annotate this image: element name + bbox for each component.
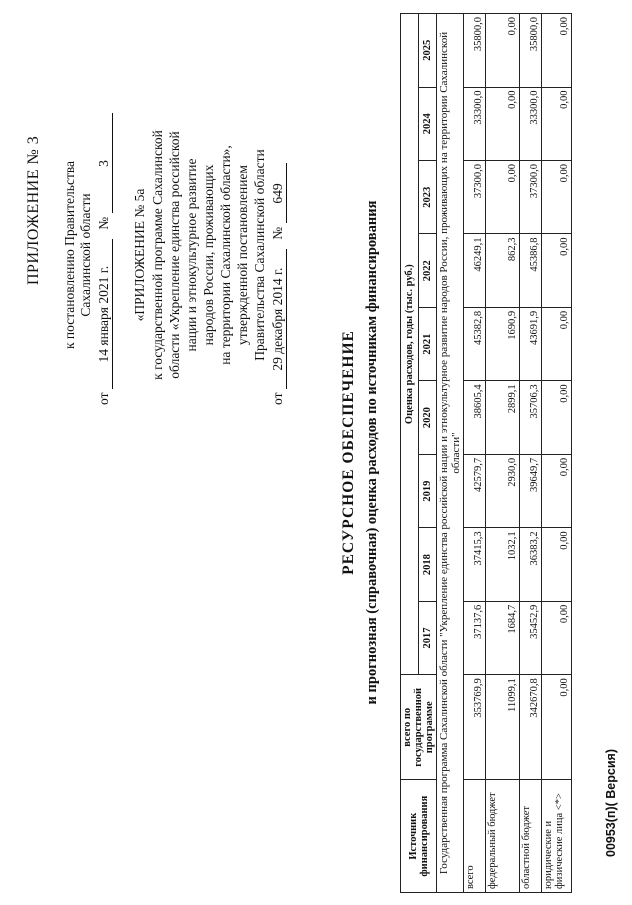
year-header: 2023	[419, 160, 437, 233]
program-line-5: на территории Сахалинской области»,	[218, 145, 233, 365]
year-header: 2024	[419, 87, 437, 160]
value-cell: 862,3	[486, 234, 520, 307]
value-cell: 0,00	[542, 160, 572, 233]
row-total: 353769,9	[464, 675, 486, 780]
value-cell: 38605,4	[464, 381, 486, 454]
value-cell: 1032,1	[486, 528, 520, 601]
year-header: 2021	[419, 307, 437, 380]
value-cell: 0,00	[542, 87, 572, 160]
value-cell: 1684,7	[486, 601, 520, 674]
table-header-row-1	[401, 14, 419, 893]
prog-from-label: от	[270, 392, 285, 405]
table-row	[542, 14, 572, 893]
row-label: федеральный бюджет	[486, 780, 520, 893]
value-cell: 42579,7	[464, 454, 486, 527]
value-cell: 0,00	[486, 87, 520, 160]
year-header: 2025	[419, 14, 437, 88]
program-number: 649	[270, 164, 287, 224]
row-label: всего	[464, 780, 486, 893]
year-header: 2017	[419, 601, 437, 674]
value-cell: 0,00	[542, 381, 572, 454]
value-cell: 35706,3	[520, 381, 542, 454]
value-cell: 33300,0	[464, 87, 486, 160]
col-source-header: Источник финансирования	[401, 780, 437, 893]
funding-table	[400, 13, 572, 893]
footer-code: 00953(п)( Версия)	[604, 749, 618, 857]
value-cell: 0,00	[486, 14, 520, 88]
value-cell: 2930,0	[486, 454, 520, 527]
prog-number-label: №	[270, 226, 285, 240]
year-header: 2020	[419, 381, 437, 454]
from-label: от	[96, 392, 111, 405]
table-row	[486, 14, 520, 893]
program-name-cell: Государственная программа Сахалинской области "Укрепление единства российской нации и этнокультурное развитие народов России, проживающих на территории Сахалинской области"	[437, 14, 464, 893]
value-cell: 45382,8	[464, 307, 486, 380]
program-row	[437, 14, 464, 893]
col-total-header: всего по государственной программе	[401, 675, 437, 780]
resolution-number: 3	[96, 114, 113, 214]
program-line-2: области «Укрепление единства российской	[167, 131, 182, 379]
year-header: 2018	[419, 528, 437, 601]
resolution-date-line	[96, 85, 113, 405]
value-cell: 39649,7	[520, 454, 542, 527]
resolution-line-1: к постановлению Правительства	[62, 160, 77, 350]
year-header: 2022	[419, 234, 437, 307]
quote-title: «ПРИЛОЖЕНИЕ № 5а	[132, 188, 147, 322]
document-subtitle: и прогнозная (справочная) оценка расходов по источникам финансирования	[364, 200, 380, 705]
row-label: юридические и физические лица <*>	[542, 780, 572, 893]
program-date-line	[270, 85, 287, 405]
years-group-header: Оценка расходов, годы (тыс. руб.)	[401, 14, 419, 675]
appendix-header	[0, 75, 320, 405]
document-title: РЕСУРСНОЕ ОБЕСПЕЧЕНИЕ	[340, 330, 357, 575]
table-row	[520, 14, 542, 893]
row-label: областной бюджет	[520, 780, 542, 893]
row-total: 11099,1	[486, 675, 520, 780]
value-cell: 37300,0	[464, 160, 486, 233]
value-cell: 35800,0	[464, 14, 486, 88]
value-cell: 45386,8	[520, 234, 542, 307]
program-line-7: Правительства Сахалинской области	[252, 149, 267, 361]
row-total: 342670,8	[520, 675, 542, 780]
table-row	[464, 14, 486, 893]
program-line-3: нации и этнокультурное развитие	[184, 158, 199, 352]
value-cell: 0,00	[542, 528, 572, 601]
value-cell: 2899,1	[486, 381, 520, 454]
resolution-line-2: Сахалинской области	[78, 193, 93, 317]
appendix-title: ПРИЛОЖЕНИЕ № 3	[25, 135, 42, 285]
value-cell: 0,00	[542, 234, 572, 307]
value-cell: 0,00	[542, 307, 572, 380]
value-cell: 0,00	[542, 601, 572, 674]
value-cell: 35452,9	[520, 601, 542, 674]
value-cell: 46249,1	[464, 234, 486, 307]
row-total: 0,00	[542, 675, 572, 780]
value-cell: 0,00	[542, 454, 572, 527]
program-line-1: к государственной программе Сахалинской	[150, 130, 165, 380]
value-cell: 37415,3	[464, 528, 486, 601]
number-label: №	[96, 216, 111, 230]
resolution-date: 14 января 2021 г.	[96, 239, 113, 389]
value-cell: 0,00	[542, 14, 572, 88]
program-line-4: народов России, проживающих	[201, 164, 216, 346]
value-cell: 36383,2	[520, 528, 542, 601]
value-cell: 33300,0	[520, 87, 542, 160]
value-cell: 1690,9	[486, 307, 520, 380]
value-cell: 43691,9	[520, 307, 542, 380]
program-date: 29 декабря 2014 г.	[270, 249, 287, 389]
value-cell: 35800,0	[520, 14, 542, 88]
value-cell: 37137,6	[464, 601, 486, 674]
year-header: 2019	[419, 454, 437, 527]
value-cell: 0,00	[486, 160, 520, 233]
program-line-6: утвержденной постановлением	[235, 165, 250, 345]
value-cell: 37300,0	[520, 160, 542, 233]
